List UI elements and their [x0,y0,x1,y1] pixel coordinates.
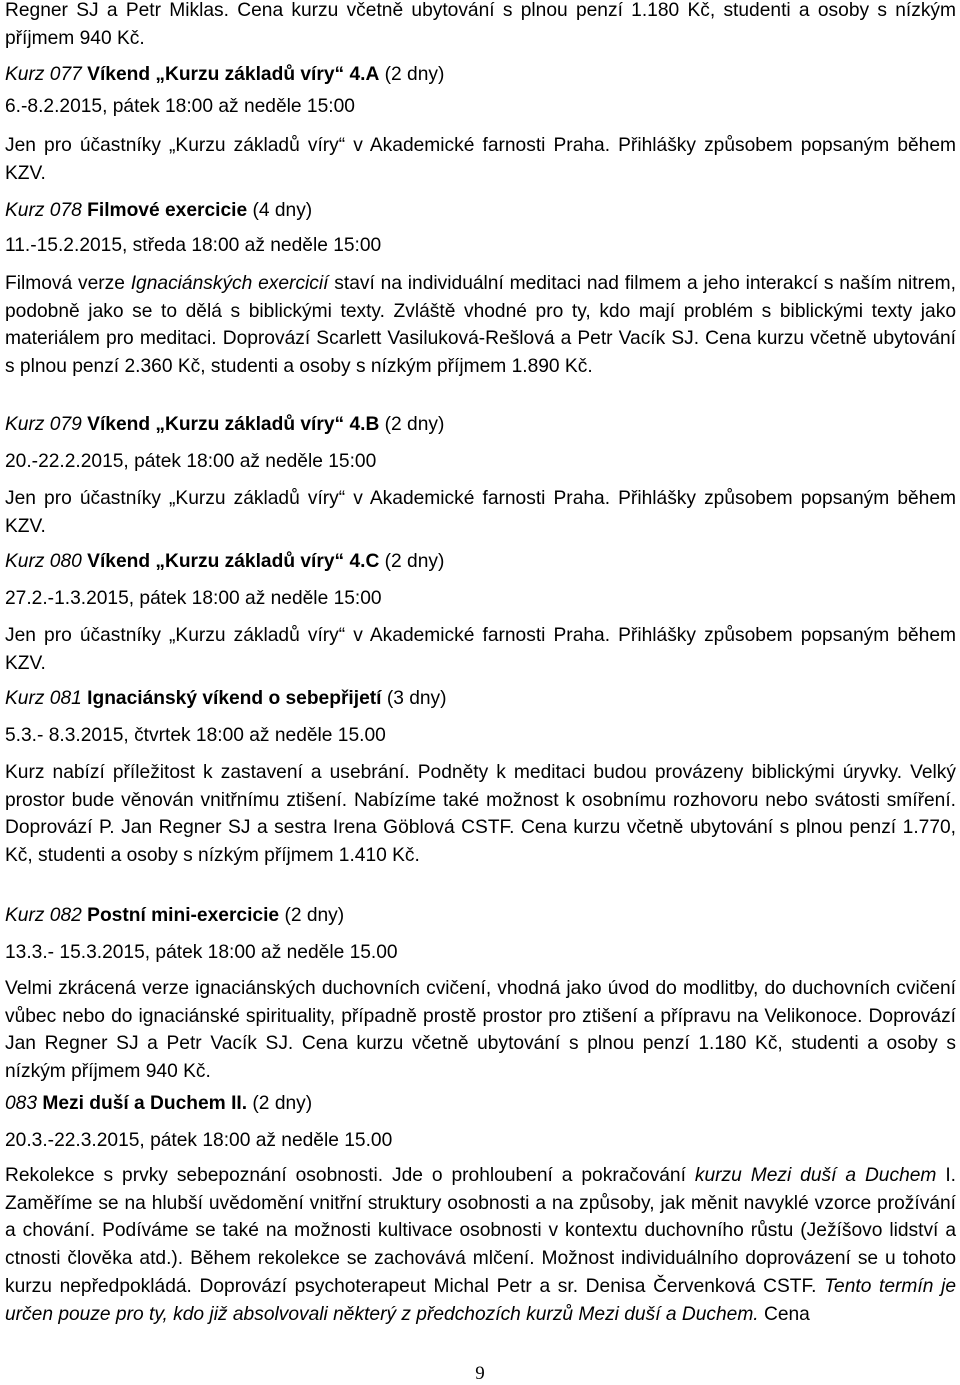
course-duration: (2 dny) [384,551,445,572]
course-heading [5,61,956,89]
course-duration: (2 dny) [384,64,445,85]
course-number: Kurz 080 [5,551,82,572]
course-description: Kurz nabízí příležitost k zastavení a usebrání. Podněty k meditaci budou provázeny biblickými úryvky. Velký prostor bude věnován vnitřnímu ztišení. Nabízíme také možnost k osobnímu rozhovoru nebo svátosti smíření. Doprovází P. Jan Regner SJ a sestra Irena Göblová CSTF. Cena kurzu včetně ubytování s plnou penzí 1.770, Kč, studenti a osoby s nízkým příjmem 1.410 Kč. [5,762,956,867]
course-title: Filmové exercicie [87,200,248,221]
course-number: Kurz 077 [5,64,82,85]
course-description [5,1162,956,1328]
description-text: Filmová verze [5,273,131,294]
description-italic: Ignaciánských exercicií [130,273,329,294]
course-date: 20.-22.2.2015, pátek 18:00 až neděle 15:00 [5,451,377,472]
course-date: 11.-15.2.2015, středa 18:00 až neděle 15:00 [5,235,382,256]
course-title: Víkend „Kurzu základů víry“ 4.B [87,414,380,435]
course-duration: (2 dny) [252,1093,313,1114]
course-title: Ignaciánský víkend o sebepřijetí [87,688,382,709]
description-text: Rekolekce s prvky sebepoznání osobnosti. Jde o prohloubení a pokračování [5,1165,695,1186]
course-date: 27.2.-1.3.2015, pátek 18:00 až neděle 15:00 [5,588,382,609]
course-heading [5,685,956,713]
description-text: staví na individuální meditaci nad filmem a jeho interakcí s naším nitrem, podobně jako se to dělá s biblickými texty. Zvláště vhodné pro ty, kdo mají problém s biblickými texty jako materiálem pro meditaci. Doprovází Scarlett Vasiluková-Rešlová a Petr Vacík SJ. Cena kurzu včetně ubytování s plnou penzí 2.360 Kč, studenti a osoby s nízkým příjmem 1.890 Kč. [5,273,957,378]
course-duration: (2 dny) [384,414,445,435]
course-date: 13.3.- 15.3.2015, pátek 18:00 až neděle 15.00 [5,942,398,963]
description-text: Cena [758,1303,810,1325]
course-description: Velmi zkrácená verze ignaciánských duchovních cvičení, vhodná jako úvod do modlitby, do duchovních cvičení vůbec nebo do ignaciánské spirituality, případně prostě prostor pro ztišení a přípravu na Velikonoce. Doprovází Jan Regner SJ a Petr Vacík SJ. Cena kurzu včetně ubytování s plnou penzí 1.180 Kč, studenti a osoby s nízkým příjmem 940 Kč. [5,978,956,1083]
course-date: 20.3.-22.3.2015, pátek 18:00 až neděle 15.00 [5,1130,393,1151]
course-number: Kurz 079 [5,414,82,435]
description-italic: kurzu Mezi duší a Duchem [694,1165,937,1186]
description-text: I. Zaměříme se na hlubší uvědomění vnitřní struktury osobnosti a na způsoby, jak měnit navyklé vzorce prožívání a chování. Podíváme se také na možnosti kultivace osobnosti v kontextu duchovního růstu (Ježíšovo lidství a ctnosti člověka atd.). Během rekolekce se zachovává mlčení. Možnost individuálního doprovázení se u tohoto kurzu nepředpokládá. Doprovází psychoterapeut Michal Petr a sr. Denisa Červenková CSTF. [5,1165,956,1297]
course-duration: (4 dny) [252,200,313,221]
course-title: Postní mini-exercicie [87,905,280,926]
course-title: Mezi duší a Duchem II. [42,1093,248,1114]
course-duration: (2 dny) [284,905,345,926]
course-date: 6.-8.2.2015, pátek 18:00 až neděle 15:00 [5,96,355,117]
course-description: Jen pro účastníky „Kurzu základů víry“ v Akademické farnosti Praha. Přihlášky způsobem popsaným během KZV. [5,488,956,537]
course-heading [5,902,956,930]
course-title: Víkend „Kurzu základů víry“ 4.A [87,64,380,85]
page-number: 9 [475,1363,485,1384]
course-date: 5.3.- 8.3.2015, čtvrtek 18:00 až neděle 15.00 [5,725,386,746]
course-heading [5,548,956,576]
course-number: Kurz 078 [5,200,82,221]
intro-paragraph: Regner SJ a Petr Miklas. Cena kurzu včetně ubytování s plnou penzí 1.180 Kč, studenti a osoby s nízkým příjmem 940 Kč. [5,0,956,49]
course-description: Jen pro účastníky „Kurzu základů víry“ v Akademické farnosti Praha. Přihlášky způsobem popsaným během KZV. [5,135,956,184]
course-title: Víkend „Kurzu základů víry“ 4.C [87,551,380,572]
course-heading [5,1090,956,1118]
description-italic: Tento termín je určen pouze pro ty, kdo již absolvovali některý z předchozích kurzů Mezi duší a Duchem. [5,1275,957,1325]
course-duration: (3 dny) [386,688,447,709]
course-number: Kurz 082 [5,905,82,926]
course-heading [5,411,956,439]
course-number: Kurz 081 [5,688,82,709]
course-heading [5,197,956,225]
course-description: Jen pro účastníky „Kurzu základů víry“ v Akademické farnosti Praha. Přihlášky způsobem popsaným během KZV. [5,625,956,674]
course-description [5,270,956,381]
course-number: 083 [5,1093,38,1114]
